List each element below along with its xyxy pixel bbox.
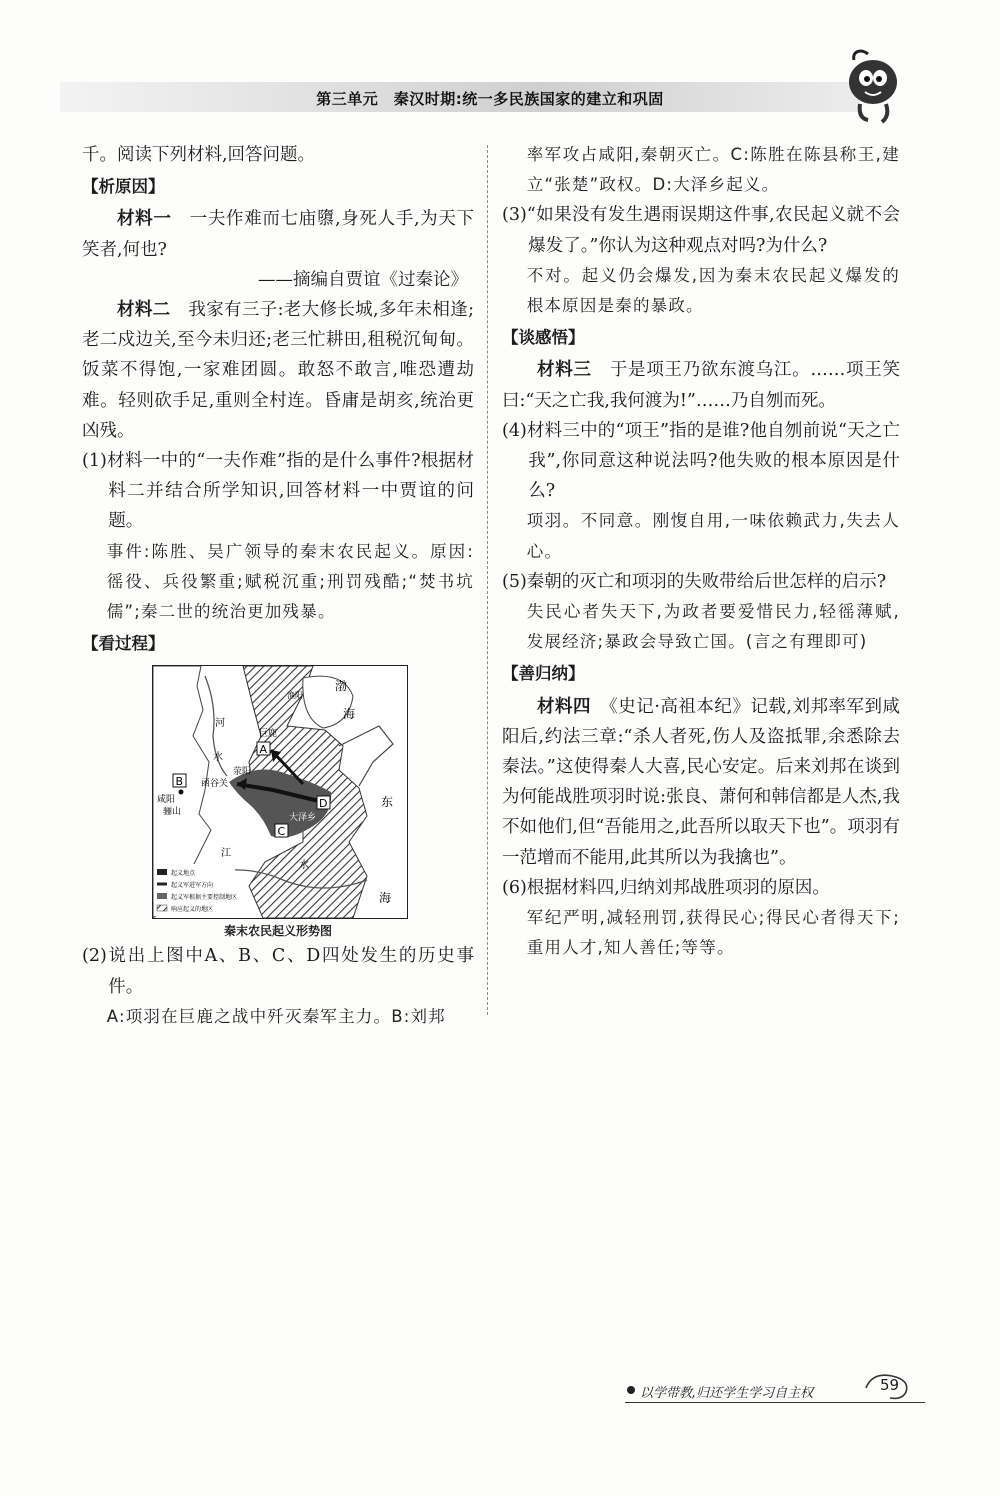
map-label-a: A [259, 743, 268, 757]
question-2: (2)说出上图中A、B、C、D四处发生的历史事件。 [82, 946, 474, 997]
footer-bullet-icon [627, 1386, 635, 1394]
map-label-d: D [319, 797, 328, 811]
footer-slogan: 以学带教,归还学生学习自主权 [640, 1386, 814, 1401]
material-2 [82, 295, 474, 446]
uprising-map [152, 665, 408, 919]
material-1-text: 一夫作难而七庙隳,身死人手,为天下笑者,何也? [82, 209, 475, 260]
answer-6: 军纪严明,减轻刑罚,获得民心;得民心者得天下;重用人才,知人善任;等等。 [526, 908, 900, 958]
material-2-text: 我家有三子:老大修长城,多年未相逢;老二戍边关,至今未归还;老三忙耕田,租税沉甸甸。饭菜不得饱,一家难团圆。敢怒不敢言,唯恐遭劫难。轻则砍手足,重则全村连。昏庸是胡亥,统治更凶残。 [82, 300, 475, 441]
material-1 [82, 204, 474, 264]
footer-rule [625, 1402, 925, 1403]
map-river-shui-2: 水 [299, 860, 309, 872]
section-analyze-cause: 【析原因】 [82, 177, 165, 197]
material-3 [502, 355, 900, 415]
map-legend-swatch-3 [157, 893, 167, 899]
material-1-source: ——摘编自贾谊《过秦论》 [258, 269, 468, 290]
map-place-xianyang: 咸阳 [157, 795, 176, 806]
question-6: (6)根据材料四,归纳刘邦战胜项羽的原因。 [502, 877, 830, 898]
map-sea-bo: 渤 [335, 679, 348, 694]
map-legend-swatch-4 [157, 905, 167, 911]
map-river-jiang: 江 [221, 848, 231, 860]
map-sea-hai: 海 [343, 707, 356, 722]
question-3: (3)“如果没有发生遇雨误期这件事,农民起义就不会爆发了。”你认为这种观点对吗?为什么? [502, 205, 900, 256]
map-place-xingyang: 荥阳 [233, 767, 252, 778]
material-3-text: 于是项王乃欲东渡乌江。……项王笑曰:“天之亡我,我何渡为!”……乃自刎而死。 [502, 360, 901, 411]
map-label-b: B [175, 775, 184, 789]
map-caption: 秦末农民起义形势图 [223, 924, 332, 939]
map-dot-xianyang [179, 790, 184, 795]
map-river-he: 河 [215, 718, 225, 730]
material-3-label: 材料三 [537, 360, 592, 381]
section-process: 【看过程】 [82, 634, 165, 654]
mascot-icon [838, 48, 908, 128]
answer-5: 失民心者失天下,为政者要爱惜民力,轻徭薄赋,发展经济;暴政会导致亡国。(言之有理即可) [526, 602, 900, 652]
left-column [82, 140, 474, 1032]
map-place-yuyang: 渔阳 [287, 691, 303, 701]
section-reflection: 【谈感悟】 [502, 328, 585, 348]
map-place-dazexiang: 大泽乡 [289, 813, 317, 824]
answer-2-part1: A:项羽在巨鹿之战中歼灭秦军主力。B:刘邦 [106, 1006, 446, 1026]
map-legend-3: 起义军根据主要控制地区 [171, 894, 238, 902]
column-divider [487, 145, 488, 1015]
question-4: (4)材料三中的“项王”指的是谁?他自刎前说“天之亡我”,你同意这种说法吗?他失败的根本原因是什么? [502, 420, 900, 502]
section-summary: 【善归纳】 [502, 664, 585, 684]
page-number: 59 [880, 1376, 900, 1394]
answer-1: 事件:陈胜、吴广领导的秦末农民起义。原因:徭役、兵役繁重;赋税沉重;刑罚残酷;“焚书坑儒”;秦二世的统治更加残暴。 [106, 541, 474, 622]
map-legend-2: 起义军进军方向 [171, 882, 214, 890]
map-legend-swatch-1 [157, 869, 167, 875]
answer-4: 项羽。不同意。刚愎自用,一味依赖武力,失去人心。 [526, 511, 900, 561]
map-sea-dong: 东 [381, 795, 394, 810]
map-place-lishan: 骊山 [163, 807, 182, 818]
material-2-label: 材料二 [117, 300, 171, 321]
intro-text: 千。阅读下列材料,回答问题。 [82, 145, 316, 165]
right-column [502, 140, 900, 963]
map-legend-1: 起义地点 [171, 870, 196, 878]
question-5: (5)秦朝的灭亡和项羽的失败带给后世怎样的启示? [502, 571, 887, 592]
material-4 [502, 692, 900, 873]
map-river-shui: 水 [213, 752, 223, 764]
answer-2-part2: 率军攻占咸阳,秦朝灭亡。C:陈胜在陈县称王,建立“张楚”政权。D:大泽乡起义。 [526, 145, 900, 195]
map-sea-hai-2: 海 [379, 891, 392, 906]
question-1: (1)材料一中的“一夫作难”指的是什么事件?根据材料二并结合所学知识,回答材料一中贾谊的问题。 [82, 451, 474, 532]
map-label-c: C [277, 825, 286, 839]
map-legend-4: 响应起义的地区 [171, 906, 214, 914]
map-graphic [153, 666, 407, 918]
material-4-text: 《史记·高祖本纪》记载,刘邦率军到咸阳后,约法三章:“杀人者死,伤人及盗抵罪,余悉除去秦法。”这使得秦人大喜,民心安定。后来刘邦在谈到为何能战胜项羽时说:张良、萧何和韩信都是人杰,我不如他们,但“吾能用之,此吾所以取天下也”。项羽有一范增而不能用,此其所以为我擒也”。 [502, 696, 901, 868]
material-1-label: 材料一 [117, 209, 172, 230]
page-header-title: 第三单元 秦汉时期:统一多民族国家的建立和巩固 [316, 90, 664, 108]
map-place-julu: 巨鹿 [259, 729, 278, 740]
map-place-hangu: 函谷关 [201, 779, 229, 790]
answer-3: 不对。起义仍会爆发,因为秦末农民起义爆发的根本原因是秦的暴政。 [526, 265, 900, 316]
material-4-label: 材料四 [537, 696, 592, 717]
